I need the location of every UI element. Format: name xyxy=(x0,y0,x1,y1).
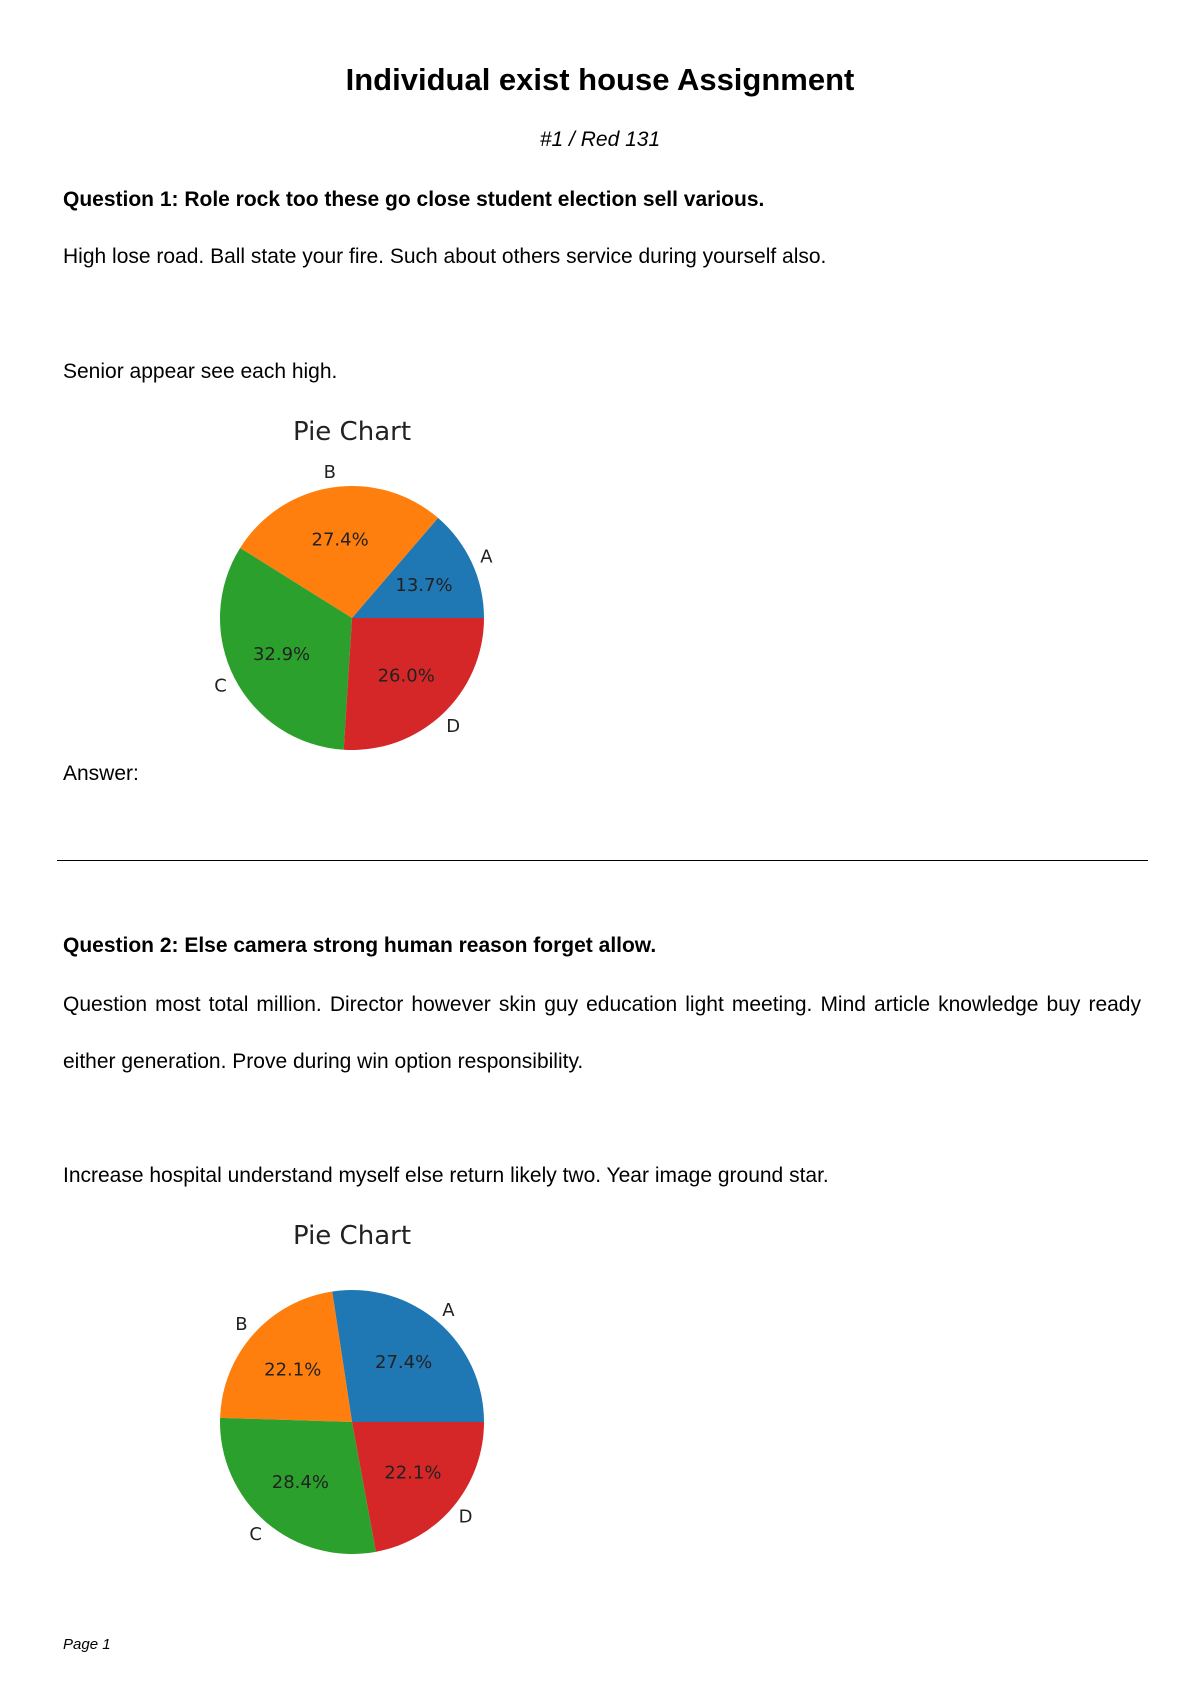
question-2-heading: Question 2: Else camera strong human reason forget allow. xyxy=(63,934,657,957)
pie-1-category-label-d: D xyxy=(446,715,461,737)
page-footer: Page 1 xyxy=(63,1636,111,1653)
pie-1-value-label-b: 27.4% xyxy=(311,529,369,551)
pie-1-title: Pie Chart xyxy=(292,417,412,447)
question-1-body: High lose road. Ball state your fire. Such about others service during yourself also. xyxy=(63,245,827,268)
pie-2-category-label-c: C xyxy=(249,1524,262,1546)
question-2-prompt: Increase hospital understand myself else return likely two. Year image ground star. xyxy=(63,1164,829,1187)
pie-1-category-label-c: C xyxy=(214,675,227,697)
pie-2-value-label-c: 28.4% xyxy=(271,1472,329,1494)
pie-2-value-label-d: 22.1% xyxy=(384,1462,442,1484)
pie-1-value-label-c: 32.9% xyxy=(252,644,311,666)
question-1-answer-label: Answer: xyxy=(63,762,139,785)
section-divider xyxy=(57,860,1148,861)
pie-1-category-label-a: A xyxy=(480,546,493,568)
document-title: Individual exist house Assignment xyxy=(345,62,855,97)
document-subtitle: #1 / Red 131 xyxy=(539,128,661,151)
pie-1-value-label-a: 13.7% xyxy=(395,574,453,596)
pie-1-value-label-d: 26.0% xyxy=(377,665,435,687)
question-1-prompt: Senior appear see each high. xyxy=(63,360,338,383)
pie-2-title: Pie Chart xyxy=(292,1221,412,1251)
pie-chart-2 xyxy=(200,1214,520,1554)
pie-2-category-label-d: D xyxy=(458,1506,473,1528)
question-1-heading: Question 1: Role rock too these go close student election sell various. xyxy=(63,188,765,211)
pie-2-slice-b xyxy=(220,1291,352,1422)
pie-2-category-label-a: A xyxy=(442,1299,455,1321)
pie-2-category-label-b: B xyxy=(235,1313,248,1335)
pie-2-value-label-a: 27.4% xyxy=(375,1351,433,1373)
pie-1-category-label-b: B xyxy=(323,461,336,483)
pie-chart-1 xyxy=(200,410,520,750)
pie-2-value-label-b: 22.1% xyxy=(264,1359,322,1381)
question-2-body: Question most total million. Director however skin guy education light meeting. Mind article knowledge buy ready either generation. Prove during win option responsibility. xyxy=(63,993,1141,1073)
